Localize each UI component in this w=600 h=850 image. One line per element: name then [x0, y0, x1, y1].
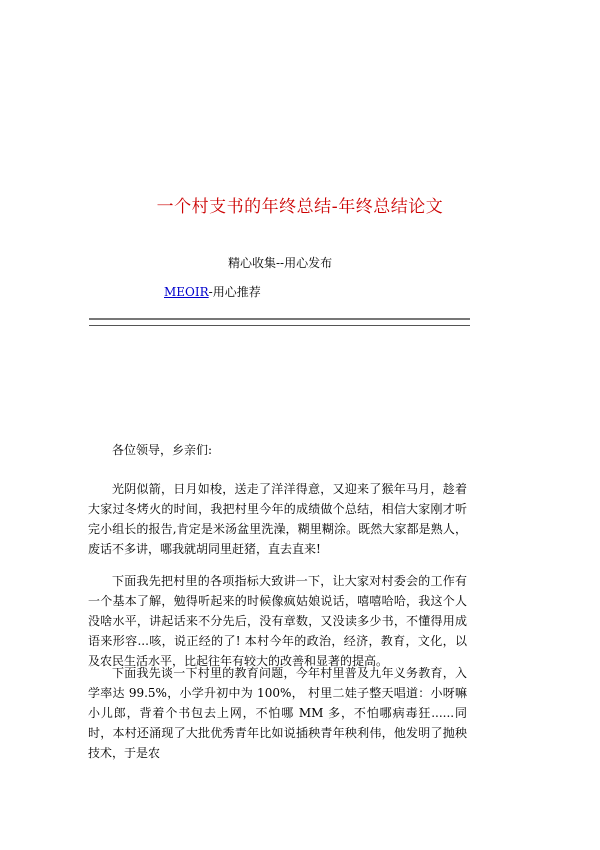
- paragraph-3: [88, 663, 467, 763]
- document-title: 一个村支书的年终总结-年终总结论文: [156, 197, 444, 217]
- greeting: [88, 440, 467, 460]
- paragraph-text: 光阴似箭，日月如梭，送走了洋洋得意，又迎来了猴年马月，趁着大家过冬烤火的时间，我把村里今年的成绩做个总结，相信大家刚才听完小组长的报告,肯定是米汤盆里洗澡，糊里糊涂。既然大家都是熟人，废话不多讲，哪我就胡同里赶猪，直去直来!: [88, 482, 467, 556]
- paragraph-text: 下面我先谈一下村里的教育问题，今年村里普及九年义务教育，入学率达 99.5%，小学升初中为 100%， 村里二娃子整天唱道：小呀嘛小儿郎，背着个书包去上网，不怕哪 MM 多，不怕哪病毒狂......同时，本村还涌现了大批优秀青年比如说插秧青年秧利伟，他发明了抛秧技术，于是农: [88, 666, 467, 760]
- meoir-link[interactable]: MEOIR: [164, 285, 209, 299]
- divider-bottom: [89, 325, 470, 326]
- greeting-text: 各位领导，乡亲们:: [112, 443, 213, 457]
- paragraph-2: [88, 571, 467, 671]
- recommend-line: [164, 283, 261, 300]
- document-subtitle: 精心收集--用心发布: [228, 256, 333, 270]
- divider-top: [89, 318, 470, 320]
- paragraph-text: 下面我先把村里的各项指标大致讲一下，让大家对村委会的工作有一个基本了解，勉得听起来的时候像疯姑娘说话，嘻嘻哈哈，我这个人没啥水平，讲起话来不分先后，没有章数，又没读多少书，不懂得用成语来形容...咳，说正经的了! 本村今年的政治，经济，教育，文化，以及农民生活水平，比起往年有较大的改善和显著的提高。: [88, 574, 467, 668]
- recommend-suffix: -用心推荐: [208, 285, 261, 299]
- paragraph-1: [88, 479, 467, 559]
